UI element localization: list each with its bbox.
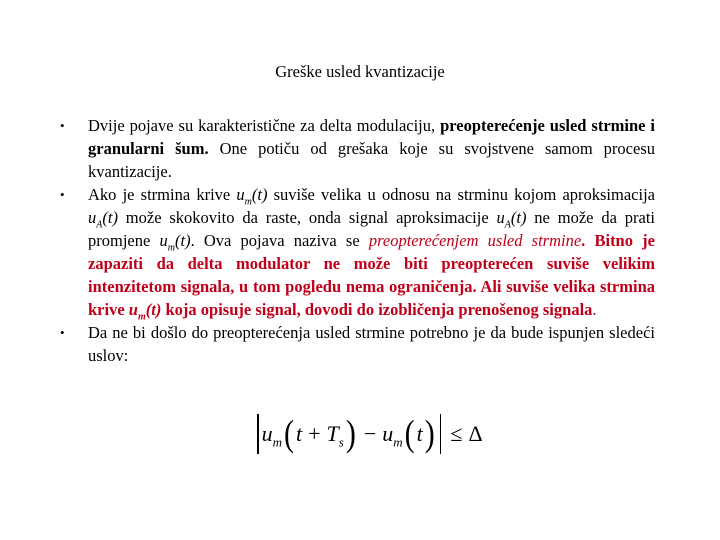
bullet-3-text: Da ne bi došlo do preopterećenja usled strmine potrebno je da bude ispunjen sledeći uslov: bbox=[88, 323, 655, 365]
abs-bar-left bbox=[257, 414, 259, 454]
formula-u-m-2: $u_m$ bbox=[382, 421, 403, 450]
formula-plus: + bbox=[308, 421, 321, 446]
bullet-2-text-b: suviše velika u odnosu na strminu kojom aproksimacija bbox=[267, 185, 655, 204]
formula-lparen-2: ( bbox=[404, 412, 415, 454]
abs-bar-right bbox=[440, 414, 442, 454]
bullet-2-red-bold-a: . Bitno je zapaziti da delta modulator ne može biti preopterećen suviše velikim intenzitetom signala, u tom pogledu nema ograničenja. Ali suviše velika strmina krive bbox=[88, 231, 655, 319]
bullet-item-2 bbox=[60, 183, 655, 321]
formula-rparen: ) bbox=[345, 412, 356, 454]
math-um-t-red: $u_m(t)$ bbox=[128, 300, 162, 323]
bullet-1-text: Dvije pojave su karakteristične za delta modulaciju, bbox=[88, 116, 441, 135]
bullet-2-text-a: Ako je strmina krive bbox=[88, 185, 237, 204]
slide-title: Greške usled kvantizacije bbox=[275, 62, 445, 81]
formula-T-s: $T_s$ bbox=[326, 421, 344, 450]
bullet-2-red-italic: preopterećenjem usled strmine bbox=[368, 231, 582, 250]
formula-le: ≤ bbox=[450, 421, 463, 446]
bullet-2-red-bold-b: koja opisuje signal, dovodi do izobličenja prenošenog signala bbox=[161, 300, 593, 319]
formula-t-2: t bbox=[416, 421, 423, 446]
formula-u-m: $u_m$ bbox=[261, 421, 282, 450]
bullet-list bbox=[60, 114, 655, 367]
bullet-1-text-end: One potiču od grešaka koje su svojstvene samom procesu kvantizacije. bbox=[88, 139, 655, 181]
formula-lparen: ( bbox=[283, 412, 294, 454]
formula-t: t bbox=[295, 421, 303, 446]
bullet-item-3 bbox=[60, 321, 655, 367]
math-uA-t: $u_A(t)$ bbox=[496, 208, 527, 231]
bullet-1-bold-text: preopterećenje usled strmine i granularni šum. bbox=[88, 116, 655, 158]
bullet-2-red-dot: . bbox=[592, 300, 597, 319]
bullet-icon: • bbox=[60, 187, 65, 202]
bullet-2-text-d: ne može da prati promjene bbox=[88, 208, 656, 250]
formula-minus: − bbox=[363, 421, 377, 446]
bullet-2-text-c: može skokovito da raste, onda signal aproksimacije bbox=[117, 208, 497, 227]
math-um-t: $u_m(t)$ bbox=[236, 185, 268, 208]
bullet-2-text-e: . Ova pojava naziva se bbox=[190, 231, 369, 250]
formula-delta: Δ bbox=[468, 421, 483, 446]
math-um-t: $u_m(t)$ bbox=[159, 231, 191, 254]
math-uA-t: $u_A(t)$ bbox=[88, 208, 118, 231]
formula-rparen-2: ) bbox=[424, 412, 435, 454]
slope-overload-condition-formula bbox=[254, 410, 483, 458]
bullet-icon: • bbox=[60, 325, 65, 340]
bullet-item-1 bbox=[60, 114, 655, 183]
bullet-icon: • bbox=[60, 118, 65, 133]
